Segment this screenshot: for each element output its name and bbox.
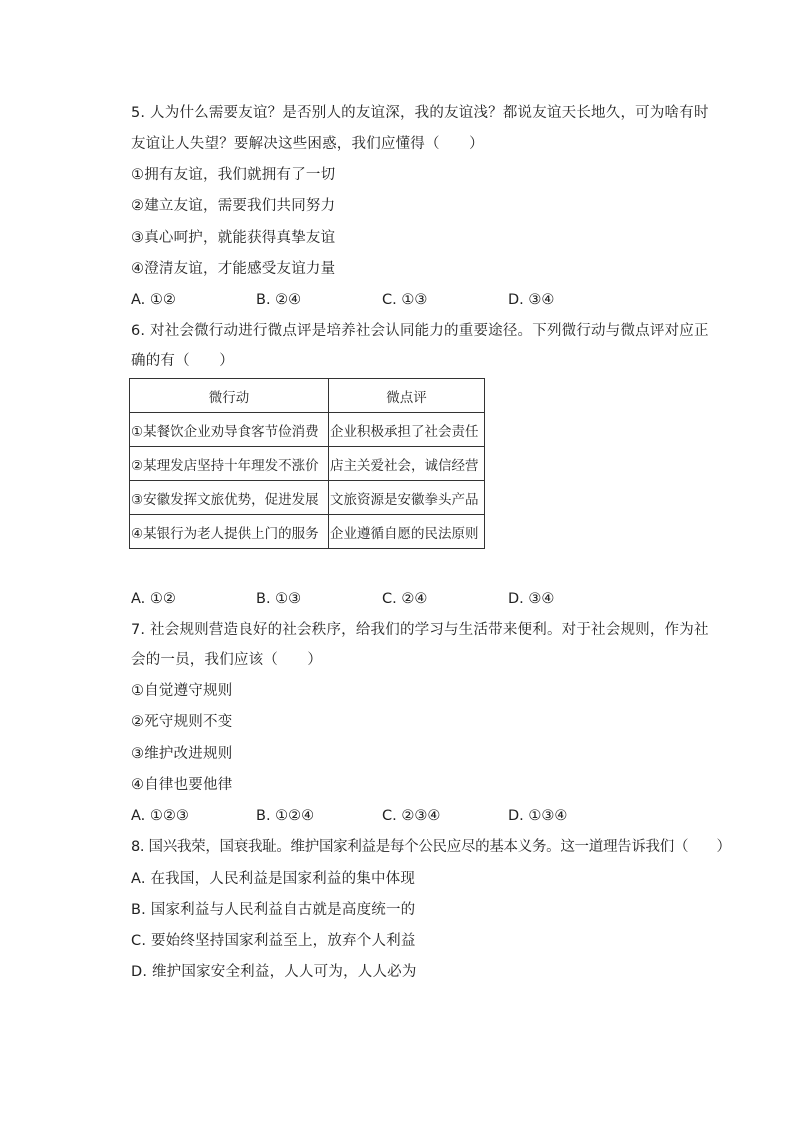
q6-cell-action-1: ①某餐饮企业劝导食客节俭消费 bbox=[130, 413, 329, 447]
q6-option-b[interactable]: B. ①③ bbox=[256, 591, 302, 607]
q7-option-d[interactable]: D. ①③④ bbox=[508, 808, 568, 824]
table-row bbox=[130, 413, 485, 447]
q6-option-d[interactable]: D. ③④ bbox=[508, 591, 555, 607]
q7-option-a[interactable]: A. ①②③ bbox=[131, 808, 189, 824]
q5-statement-3: ③真心呵护，就能获得真挚友谊 bbox=[131, 230, 336, 246]
q5-option-d[interactable]: D. ③④ bbox=[508, 292, 555, 308]
q6-cell-action-4: ④某银行为老人提供上门的服务 bbox=[130, 515, 329, 549]
q5-option-c[interactable]: C. ①③ bbox=[382, 292, 428, 308]
q5-statement-4: ④澄清友谊，才能感受友谊力量 bbox=[131, 261, 336, 277]
q7-stem-line2: 会的一员，我们应该（ ） bbox=[131, 652, 323, 668]
q6-cell-comment-1: 企业积极承担了社会责任 bbox=[329, 413, 485, 447]
q5-statement-2: ②建立友谊，需要我们共同努力 bbox=[131, 198, 336, 214]
q7-statement-2: ②死守规则不变 bbox=[131, 714, 233, 730]
q6-cell-action-2: ②某理发店坚持十年理发不涨价 bbox=[130, 447, 329, 481]
table-row bbox=[130, 481, 485, 515]
q8-choice-d[interactable]: D. 维护国家安全利益，人人可为，人人必为 bbox=[131, 964, 417, 980]
q6-cell-comment-2: 店主关爱社会，诚信经营 bbox=[329, 447, 485, 481]
table-row bbox=[130, 447, 485, 481]
q8-choice-a[interactable]: A. 在我国，人民利益是国家利益的集中体现 bbox=[131, 871, 416, 887]
q7-statement-1: ①自觉遵守规则 bbox=[131, 683, 233, 699]
q8-stem: 8. 国兴我荣，国衰我耻。维护国家利益是每个公民应尽的基本义务。这一道理告诉我们（ ） bbox=[131, 839, 731, 855]
q7-statement-4: ④自律也要他律 bbox=[131, 777, 233, 793]
q6-table bbox=[129, 378, 485, 549]
q6-cell-action-3: ③安徽发挥文旅优势，促进发展 bbox=[130, 481, 329, 515]
q6-table-header-row bbox=[130, 379, 485, 413]
q7-stem-line1: 7. 社会规则营造良好的社会秩序，给我们的学习与生活带来便利。对于社会规则，作为社 bbox=[131, 622, 709, 638]
q5-statement-1: ①拥有友谊，我们就拥有了一切 bbox=[131, 167, 336, 183]
q6-option-a[interactable]: A. ①② bbox=[131, 591, 176, 607]
q5-option-a[interactable]: A. ①② bbox=[131, 292, 176, 308]
q5-option-b[interactable]: B. ②④ bbox=[256, 292, 302, 308]
q6-cell-comment-4: 企业遵循自愿的民法原则 bbox=[329, 515, 485, 549]
q8-choice-c[interactable]: C. 要始终坚持国家利益至上，放弃个人利益 bbox=[131, 933, 416, 949]
q5-stem-line1: 5. 人为什么需要友谊？是否别人的友谊深，我的友谊浅？都说友谊天长地久，可为啥有时 bbox=[131, 105, 709, 121]
q6-option-c[interactable]: C. ②④ bbox=[382, 591, 428, 607]
q6-cell-comment-3: 文旅资源是安徽拳头产品 bbox=[329, 481, 485, 515]
q7-option-c[interactable]: C. ②③④ bbox=[382, 808, 441, 824]
q5-stem-line2: 友谊让人失望？要解决这些困惑，我们应懂得（ ） bbox=[131, 136, 484, 152]
table-row bbox=[130, 515, 485, 549]
q6-header-action: 微行动 bbox=[130, 379, 329, 413]
q8-choice-b[interactable]: B. 国家利益与人民利益自古就是高度统一的 bbox=[131, 902, 416, 918]
q7-statement-3: ③维护改进规则 bbox=[131, 746, 233, 762]
q6-header-comment: 微点评 bbox=[329, 379, 485, 413]
q6-stem-line1: 6. 对社会微行动进行微点评是培养社会认同能力的重要途径。下列微行动与微点评对应正 bbox=[131, 323, 709, 339]
q7-option-b[interactable]: B. ①②④ bbox=[256, 808, 315, 824]
q6-stem-line2: 确的有（ ） bbox=[131, 353, 234, 369]
